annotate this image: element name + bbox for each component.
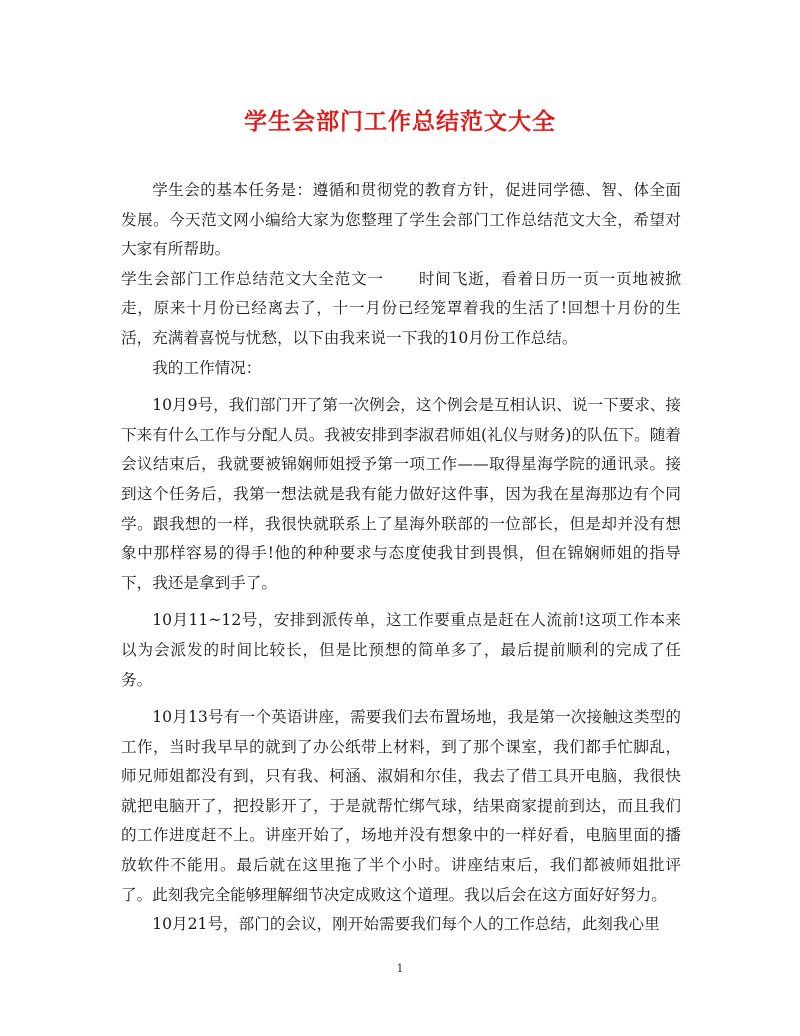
page-number: 1 bbox=[396, 962, 404, 975]
document-body bbox=[121, 176, 681, 948]
paragraph-oct-21: 10月21号，部门的会议，刚开始需要我们每个人的工作总结，此刻我心里 bbox=[152, 915, 660, 934]
work-heading: 我的工作情况： bbox=[152, 358, 262, 377]
section-one-paragraph bbox=[121, 265, 681, 354]
intro-paragraph: 学生会的基本任务是：遵循和贯彻党的教育方针，促进同学德、智、体全面发展。今天范文网小编给大家为您整理了学生会部门工作总结范文大全，希望对大家有所帮助。 bbox=[121, 181, 681, 259]
section-opening: 时间飞逝，看着日历一页一页地被掀走，原来十月份已经离去了，十一月份已经笼罩着我的生活了!回想十月份的生活，充满着喜悦与忧愁，以下由我来说一下我的10月份工作总结。 bbox=[121, 269, 681, 347]
paragraph-oct-9: 10月9号，我们部门开了第一次例会，这个例会是互相认识、说一下要求、接下来有什么工作与分配人员。我被安排到李淑君师姐(礼仪与财务)的队伍下。随着会议结束后，我就要被锦娴师姐授予第一项工作——取得星海学院的通讯录。接到这个任务后，我第一想法就是我有能力做好这件事，因为我在星海那边有个同学。跟我想的一样，我很快就联系上了星海外联部的一位部长，但是却并没有想象中那样容易的得手!他的种种要求与态度使我甘到畏惧，但在锦娴师姐的指导下，我还是拿到手了。 bbox=[121, 396, 681, 592]
paragraph-oct-11-12: 10月11~12号，安排到派传单，这工作要重点是赶在人流前!这项工作本来以为会派发的时间比较长，但是比预想的简单多了，最后提前顺利的完成了任务。 bbox=[121, 611, 681, 689]
section-heading: 学生会部门工作总结范文大全范文一 bbox=[121, 269, 384, 288]
document-title: 学生会部门工作总结范文大全 bbox=[244, 108, 556, 135]
paragraph-oct-13: 10月13号有一个英语讲座，需要我们去布置场地，我是第一次接触这类型的工作，当时我早早的就到了办公纸带上材料，到了那个课室，我们都手忙脚乱，师兄师姐都没有到，只有我、柯涵、淑娟和尔佳，我去了借工具开电脑，我很快就把电脑开了，把投影开了，于是就帮忙绑气球，结果商家提前到达，而且我们的工作进度赶不上。讲座开始了，场地并没有想象中的一样好看，电脑里面的播放软件不能用。最后就在这里拖了半个小时。讲座结束后，我们都被师姐批评了。此刻我完全能够理解细节决定成败这个道理。我以后会在这方面好好努力。 bbox=[121, 708, 681, 904]
